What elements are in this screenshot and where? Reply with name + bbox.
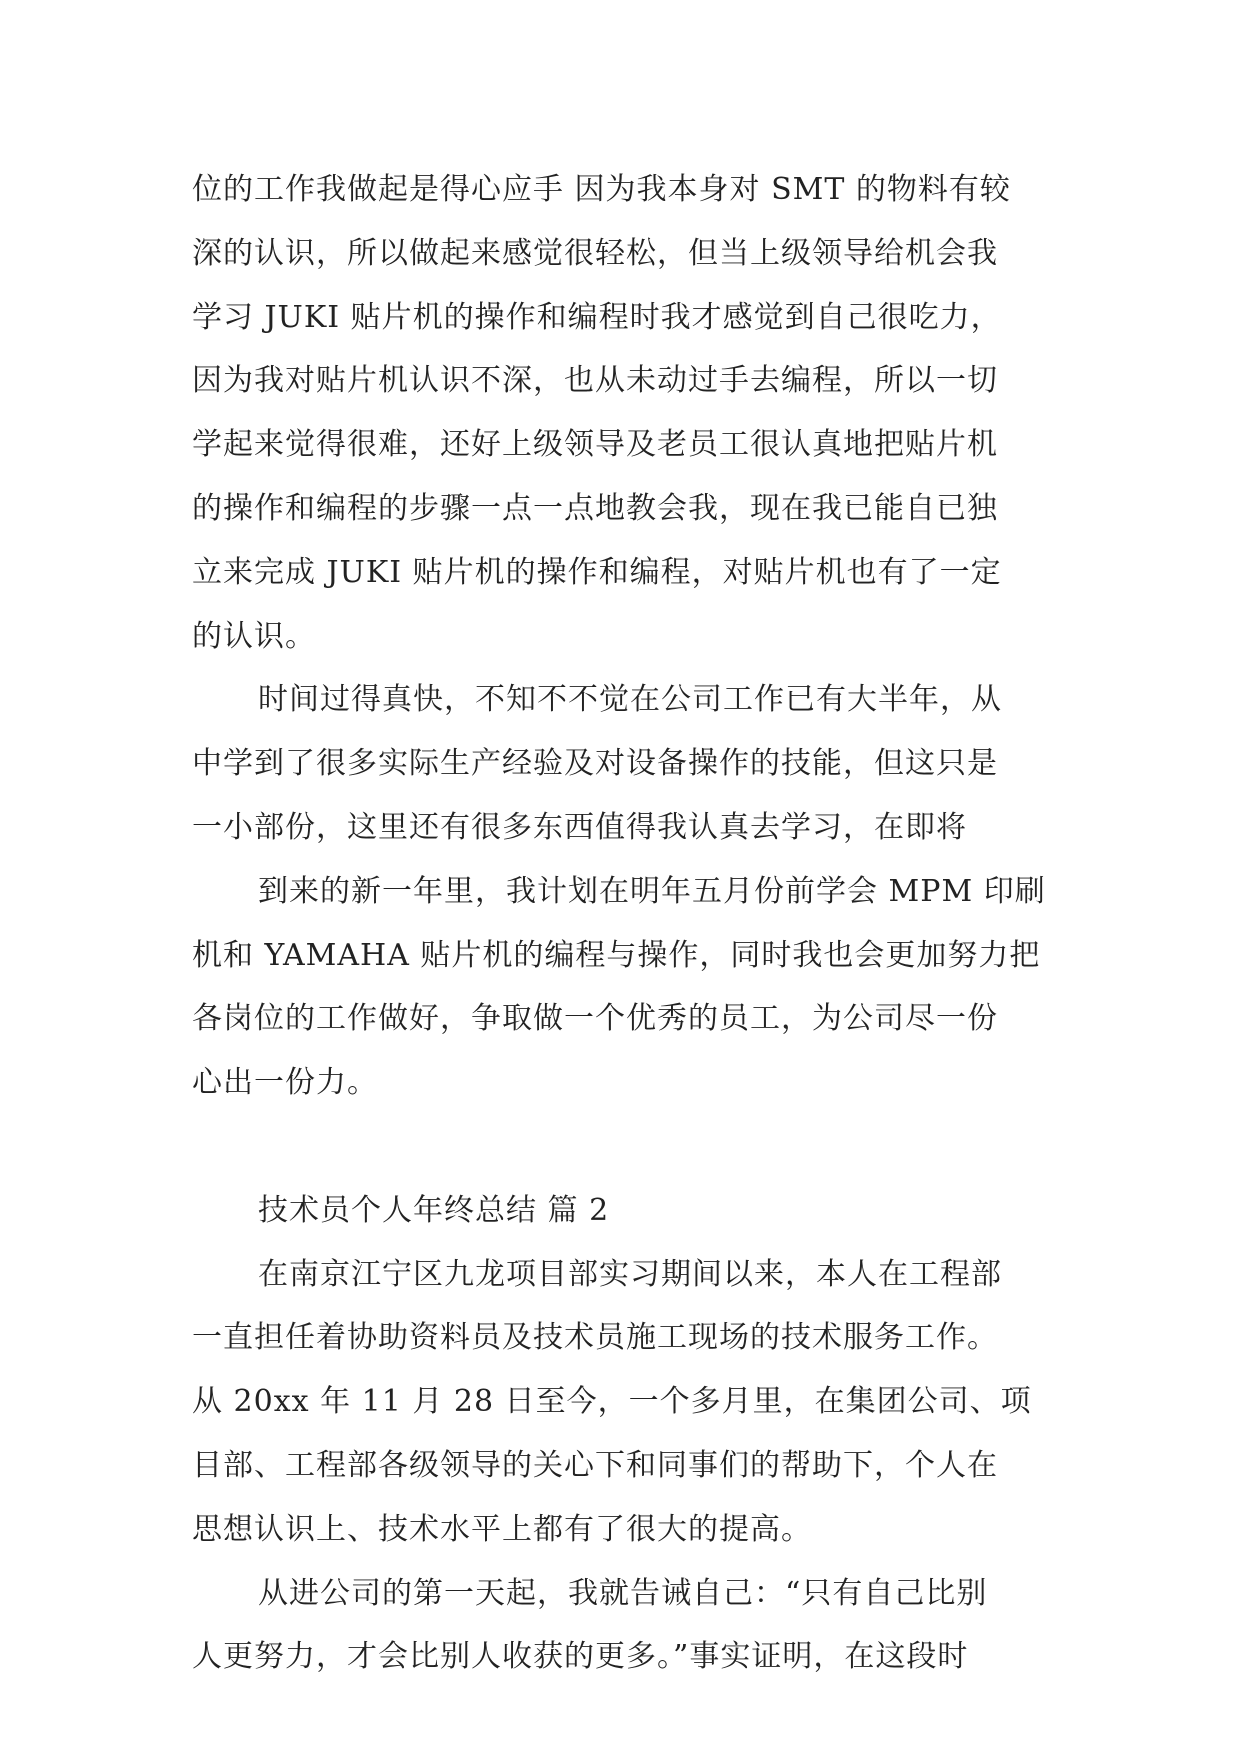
text-line: 的操作和编程的步骤一点一点地教会我，现在我已能自已独 [192, 490, 998, 526]
text-line: 时间过得真快，不知不不觉在公司工作已有大半年，从 [258, 682, 1002, 718]
text-line: 中学到了很多实际生产经验及对设备操作的技能，但这只是 [192, 746, 998, 782]
text-line: 学起来觉得很难，还好上级领导及老员工很认真地把贴片机 [192, 427, 998, 463]
text-line: 从进公司的第一天起，我就告诫自己：“只有自己比别 [258, 1575, 988, 1611]
text-line: 位的工作我做起是得心应手 因为我本身对 SMT 的物料有较 [192, 172, 1011, 207]
text-line: 的认识。 [192, 618, 316, 654]
text-line: 心出一份力。 [192, 1065, 378, 1101]
paragraph-5 [192, 1562, 1062, 1690]
text-line: 因为我对贴片机认识不深，也从未动过手去编程，所以一切 [192, 363, 998, 399]
text-line: 深的认识，所以做起来感觉很轻松，但当上级领导给机会我 [192, 235, 998, 271]
text-line: 各岗位的工作做好，争取做一个优秀的员工，为公司尽一份 [192, 1001, 998, 1037]
text-line: 到来的新一年里，我计划在明年五月份前学会 MPM 印刷 [258, 873, 1046, 909]
text-line: 目部、工程部各级领导的关心下和同事们的帮助下，个人在 [192, 1447, 998, 1483]
text-line: 人更努力，才会比别人收获的更多。”事实证明，在这段时 [192, 1639, 969, 1675]
text-line: 从 20xx 年 11 月 28 日至今，一个多月里，在集团公司、项 [192, 1384, 1032, 1420]
paragraph-1 [192, 158, 1062, 668]
document-body [192, 158, 1062, 1689]
section-heading: 技术员个人年终总结 篇 2 [258, 1192, 610, 1228]
text-line: 立来完成 JUKI 贴片机的操作和编程，对贴片机也有了一定 [192, 554, 1002, 590]
text-line: 学习 JUKI 贴片机的操作和编程时我才感觉到自己很吃力， [192, 299, 1002, 335]
paragraph-2 [192, 668, 1062, 859]
paragraph-3 [192, 860, 1062, 1115]
text-line: 一直担任着协助资料员及技术员施工现场的技术服务工作。 [192, 1320, 998, 1356]
paragraph-gap [192, 1115, 1062, 1179]
text-line: 一小部份，这里还有很多东西值得我认真去学习，在即将 [192, 809, 967, 845]
paragraph-4 [192, 1243, 1062, 1562]
text-line: 思想认识上、技术水平上都有了很大的提高。 [192, 1511, 812, 1547]
text-line: 在南京江宁区九龙项目部实习期间以来，本人在工程部 [258, 1256, 1002, 1292]
text-line: 机和 YAMAHA 贴片机的编程与操作，同时我也会更加努力把 [192, 937, 1041, 973]
